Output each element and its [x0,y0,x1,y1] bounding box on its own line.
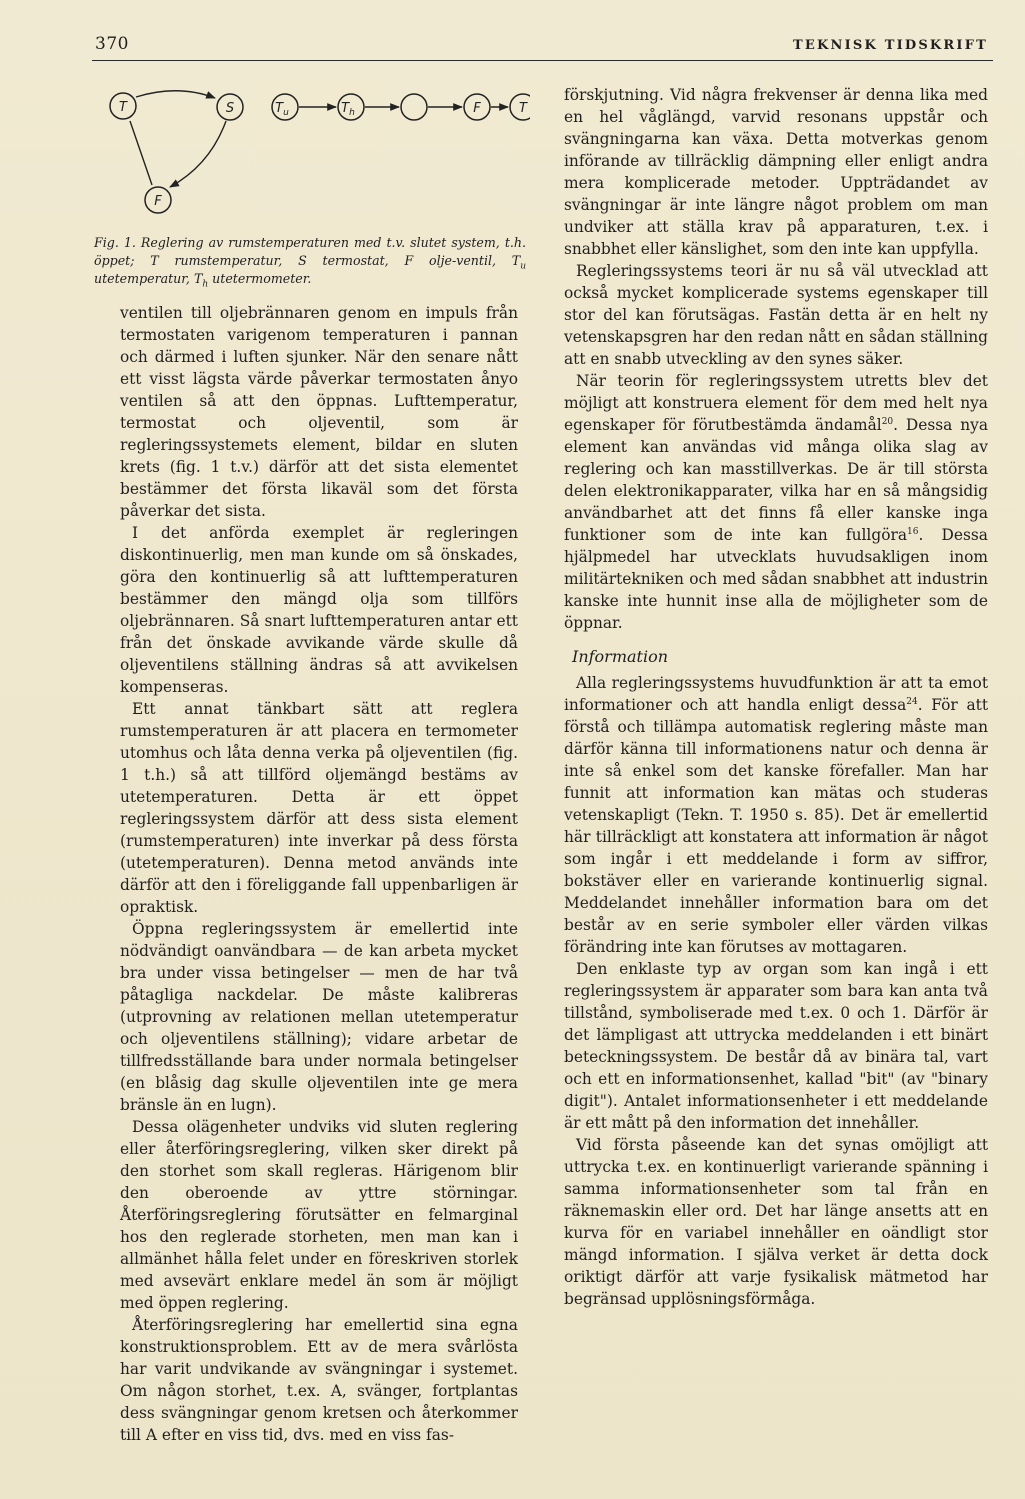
arrow-T-F [130,121,152,185]
node-blank [401,94,427,120]
figure-caption: Fig. 1. Reglering av rumstemperaturen med t.v. slutet system, t.h. öppet; T rumstemperatur, S termostat, F olje-ventil, $T_u$ utetemperatur, $T_h$ utetermometer. [94,235,526,290]
header-rule [92,60,993,61]
paragraph: Dessa olägenheter undviks vid sluten reglering eller återföringsreglering, vilken sker direkt på den storhet som skall regleras. Härigenom blir den oberoende av yttre störningar. Återföringsreglering förutsätter en felmarginal hos den reglerade storheten, men man kan i allmänhet hålla felet under en föreskriven storlek med avsevärt enklare medel än som är möjligt med öppen reglering. [120,1118,518,1312]
paragraph: När teorin för regleringssystem utretts blev det möjligt att konstruera element för dem med helt nya egenskaper för förutbestämda ändamål$^{20}$. Dessa nya element kan användas vid många olika slag av reglering och kan masstillverkas. De är till största delen elektronikapparater, vilka har en så mångsidig användbarhet att det finns få eller kanske inga funktioner som de inte kan fullgöra$^{16}$. Dessa hjälpmedel har utvecklats huvudsakligen inom militärtekniken och med sådan snabbhet att industrin kanske inte hunnit inse alla de möjligheter som de öppnar. [564,372,988,632]
right-column [564,84,988,1310]
label-T2: T [519,101,527,116]
label-F1: F [154,194,162,209]
paragraph: Regleringssystems teori är nu så väl utvecklad att också mycket komplicerade systems egenskaper till stor del kan förutsägas. Fastän detta är en helt ny vetenskapsgren har den redan nått en sådan ställning att en snabb utveckling av den synes säker. [564,262,988,368]
arrow-S-to-F [170,121,226,187]
paragraph: Ett annat tänkbart sätt att reglera rumstemperaturen är att placera en termometer utomhus och låta denna verka på oljeventilen (fig. 1 t.h.) så att tillförd oljemängd bestäms av utetemperaturen. Detta är ett öppet regleringssystem därför att dess sista element (rumstemperaturen) inte inverkar på dess första (utetemperaturen). Denna metod används inte därför att den i föreliggande fall uppenbarligen är opraktisk. [120,700,518,916]
caption-text: Reglering av rumstemperaturen med t.v. slutet system, t.h. öppet; T rumstemperatur, S termostat, F olje-ventil, T [94,235,526,268]
label-F2: F [473,101,481,116]
control-loop-figure [100,80,530,230]
arrow-T-to-S [136,91,215,98]
paragraph: Återföringsreglering har emellertid sina egna konstruktionsproblem. Ett av de mera svårlösta har varit undvikande av svängningar i systemet. Om någon storhet, t.ex. A, svänger, fortplantas dess svängningar genom kretsen och återkommer till A efter en viss tid, dvs. med en viss fas- [120,1316,518,1444]
journal-title: TEKNISK TIDSKRIFT [793,38,988,53]
paragraph: Öppna regleringssystem är emellertid inte nödvändigt oanvändbara — de kan arbeta mycket bra under vissa betingelser — men de har två påtagliga nackdelar. De måste kalibreras (utprovning av relationen mellan utetemperatur och oljeventilens ställning); vidare arbetar de tillfredsställande bara under normala betingelser (en blåsig dag skulle oljeventilen inte ge mera bränsle än en lugn). [120,920,518,1114]
label-Th: $T_h$ [341,101,355,118]
left-column [120,302,518,1446]
paragraph: Den enklaste typ av organ som kan ingå i ett regleringssystem är apparater som bara kan anta två tillstånd, symboliserade med t.ex. 0 och 1. Därför är det lämpligast att uttrycka meddelanden i ett binärt beteckningssystem. De består då av binära tal, vart och ett en informationsenhet, kallad "bit" (av "binary digit"). Antalet informationsenheter i ett meddelande är ett mått på den information det innehåller. [564,960,988,1132]
label-T1: T [119,100,127,115]
paragraph: I det anförda exemplet är regleringen diskontinuerlig, men man kunde om så önskades, göra den kontinuerlig så att lufttemperaturen bestämmer den mängd olja som tillförs oljebrännaren. Så snart lufttemperaturen antar ett från det önskade avvikande värde skulle då oljeventilens ställning ändras så att avvikelsen kompenseras. [120,524,518,696]
label-S: S [225,101,235,116]
caption-prefix: Fig. 1. [94,235,136,250]
page-number: 370 [95,34,129,54]
section-heading: Information [572,647,669,666]
paragraph: förskjutning. Vid några frekvenser är denna lika med en hel våglängd, varvid resonans uppstår och svängningarna kan växa. Detta motverkas genom införande av tillräcklig dämpning eller enligt andra mera komplicerade metoder. Uppträdandet av svängningar är inte längre något problem om man undviker att ställa krav på apparaturen, t.ex. i snabbhet eller känslighet, som den inte kan uppfylla. [564,86,988,258]
label-Tu: $T_u$ [275,101,289,118]
paragraph: ventilen till oljebrännaren genom en impuls från termostaten varigenom temperaturen i pannan och därmed i luften sjunker. När den senare nått ett visst lägsta värde påverkar termostaten ånyo ventilen så att den öppnas. Lufttemperatur, termostat och oljeventil, som är regleringssystemets element, bildar en sluten krets (fig. 1 t.v.) därför att det sista elementet bestämmer det första likaväl som det första påverkar det sista. [120,304,518,520]
paragraph: Vid första påseende kan det synas omöjligt att uttrycka t.ex. en kontinuerligt varierande spänning i samma informationsenheter som tal från en räknemaskin eller ord. Det har länge ansetts att en kurva för en variabel innehåller en oändligt stor mängd information. I själva verket är detta dock oriktigt därför att varje fysikalisk mätmetod har begränsad upplösningsförmåga. [564,1136,988,1308]
paragraph: Alla regleringssystems huvudfunktion är att ta emot informationer och att handla enligt dessa$^{24}$. För att förstå och tillämpa automatisk reglering måste man därför känna till informationens natur och denna är inte så enkel som det kanske förefaller. Man har funnit att information kan mätas och studeras vetenskapligt (Tekn. T. 1950 s. 85). Det är emellertid här tillräckligt att konstatera att information är något som ingår i ett meddelande i form av siffror, bokstäver eller en varierande kontinuerlig signal. Meddelandet innehåller information bara om det består av en serie symboler eller värden vilkas förändring inte kan förutses av mottagaren. [564,674,988,956]
